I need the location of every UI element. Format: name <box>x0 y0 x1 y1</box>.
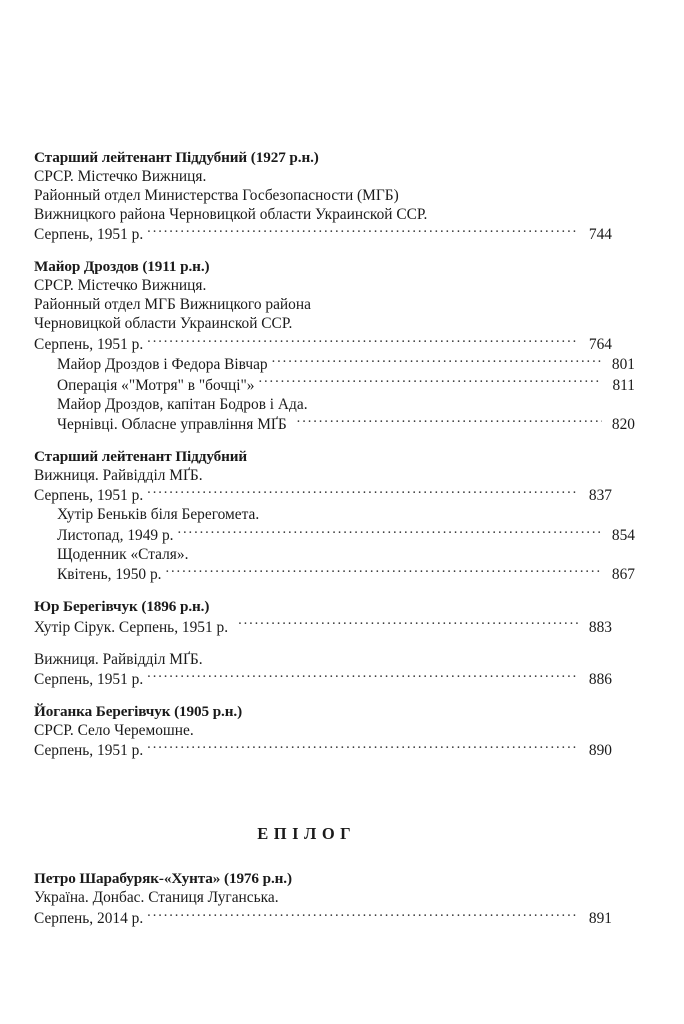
toc-list <box>34 148 635 928</box>
toc-entry-line: СРСР. Село Черемошне. <box>34 721 194 739</box>
toc-entry <box>34 869 612 927</box>
toc-row[interactable] <box>34 564 635 584</box>
toc-row[interactable] <box>34 669 612 689</box>
toc-row-label: Серпень, 1951 р. <box>34 335 144 353</box>
dot-leader <box>297 414 602 429</box>
toc-row[interactable] <box>34 414 635 434</box>
toc-entry-line: Майор Дроздов, капітан Бодров і Ада. <box>57 395 308 413</box>
toc-entry <box>34 447 635 584</box>
epilogue-heading-wrap <box>34 824 612 844</box>
toc-entry-line: Щоденник «Сталя». <box>57 545 189 563</box>
toc-row-label: Операція «"Мотря" в "бочці"» <box>57 376 255 394</box>
toc-entry <box>34 257 635 434</box>
toc-page-number: 890 <box>588 742 612 760</box>
dot-leader <box>147 333 579 348</box>
toc-entry-line: Хутір Беньків біля Берегомета. <box>57 506 260 524</box>
toc-page-number: 837 <box>588 487 612 505</box>
toc-row-label: Серпень, 2014 р. <box>34 909 144 927</box>
toc-row-label: Серпень, 1951 р. <box>34 226 144 244</box>
toc-page-number: 764 <box>588 335 612 353</box>
toc-entry-line: Районный отдел МГБ Вижницкого района <box>34 296 311 314</box>
toc-entry-line: Вижницкого района Черновицкой области Украинской ССР. <box>34 206 428 223</box>
epilogue-heading: ЕПІЛОГ <box>257 824 357 844</box>
dot-leader <box>259 374 603 389</box>
toc-entry-line: СРСР. Містечко Вижниця. <box>34 168 207 185</box>
dot-leader <box>166 564 603 579</box>
toc-row-label: Серпень, 1951 р. <box>34 742 144 760</box>
toc-entry-title: Юр Берегівчук (1896 р.н.) <box>34 598 210 616</box>
toc-entry <box>34 148 612 244</box>
toc-subblock <box>34 650 612 689</box>
toc-page-number: 886 <box>588 670 612 688</box>
toc-row[interactable] <box>34 354 635 374</box>
toc-entry <box>34 702 612 760</box>
toc-row-label: Квітень, 1950 р. <box>57 566 162 584</box>
toc-page-number: 883 <box>588 618 612 636</box>
toc-page-number: 891 <box>588 909 612 927</box>
dot-leader <box>272 354 602 369</box>
toc-entry-title: Йоганка Берегівчук (1905 р.н.) <box>34 702 243 720</box>
toc-entry-line: Україна. Донбас. Станиця Луганська. <box>34 889 279 907</box>
toc-row[interactable] <box>34 740 612 760</box>
toc-row[interactable] <box>34 224 612 244</box>
dot-leader <box>238 616 579 631</box>
toc-page-number: 801 <box>611 356 635 374</box>
toc-entry-line: Районный отдел Министерства Госбезопасности (МГБ) <box>34 187 399 204</box>
dot-leader <box>147 907 579 922</box>
toc-page-number: 811 <box>612 376 635 394</box>
toc-entry-line: СРСР. Містечко Вижниця. <box>34 277 207 295</box>
dot-leader <box>147 740 579 755</box>
toc-entry-title: Петро Шарабуряк-«Хунта» (1976 р.н.) <box>34 870 292 888</box>
toc-row-label: Чернівці. Обласне управління МҐБ <box>57 415 287 433</box>
toc-page-number: 820 <box>611 415 635 433</box>
toc-entry-title: Майор Дроздов (1911 р.н.) <box>34 258 210 276</box>
toc-entry-title: Старший лейтенант Піддубний (1927 р.н.) <box>34 149 319 166</box>
toc-row[interactable] <box>34 907 612 927</box>
toc-page-number: 744 <box>588 226 612 244</box>
dot-leader <box>147 669 579 684</box>
toc-row[interactable] <box>34 524 635 544</box>
toc-row-label: Майор Дроздов і Федора Вівчар <box>57 356 268 374</box>
toc-entry-line: Вижниця. Райвідділ МҐБ. <box>34 466 203 484</box>
toc-row-label: Серпень, 1951 р. <box>34 487 144 505</box>
toc-entry-line: Черновицкой области Украинской ССР. <box>34 315 293 333</box>
toc-row[interactable] <box>34 374 635 394</box>
toc-row[interactable] <box>34 485 612 505</box>
dot-leader <box>178 524 603 539</box>
toc-row-label: Хутір Сірук. Серпень, 1951 р. <box>34 618 229 636</box>
toc-row[interactable] <box>34 616 612 636</box>
toc-row[interactable] <box>34 333 612 353</box>
toc-page-number: 867 <box>611 566 635 584</box>
toc-entry-line: Вижниця. Райвідділ МҐБ. <box>34 650 203 668</box>
dot-leader <box>147 224 579 239</box>
dot-leader <box>147 485 579 500</box>
toc-row-label: Серпень, 1951 р. <box>34 670 144 688</box>
toc-entry-title: Старший лейтенант Піддубний <box>34 447 248 465</box>
toc-entry <box>34 597 612 689</box>
toc-page-number: 854 <box>611 526 635 544</box>
toc-row-label: Листопад, 1949 р. <box>57 526 174 544</box>
